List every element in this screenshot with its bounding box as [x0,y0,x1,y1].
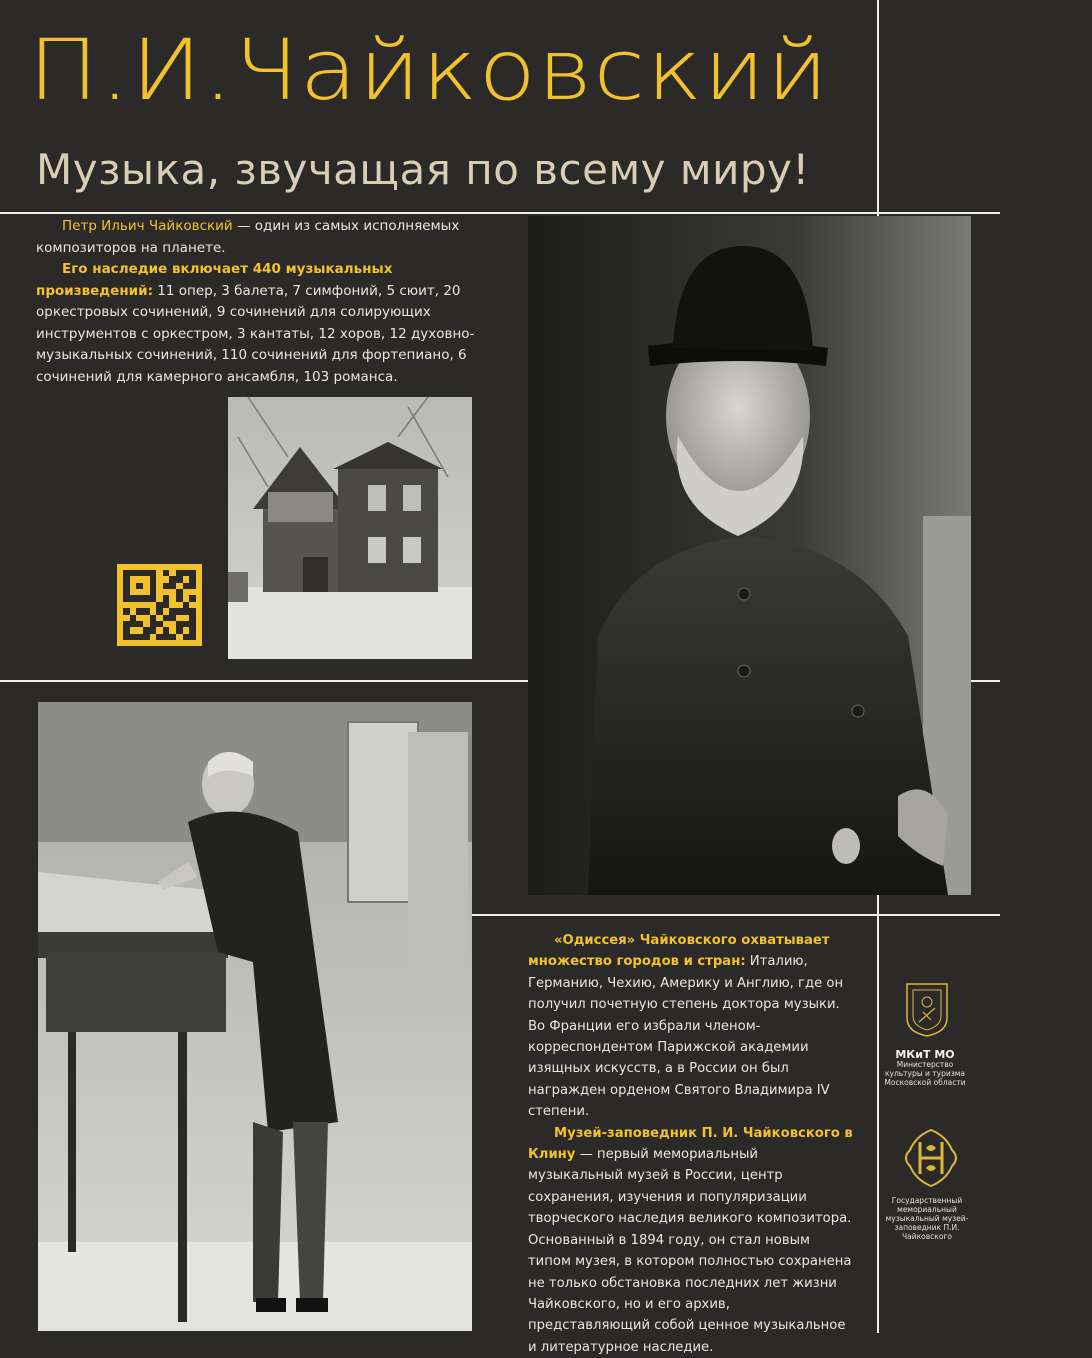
qr-module [183,634,190,640]
intro-text [36,216,476,388]
intro-p2-text: 11 опер, 3 балета, 7 симфоний, 5 сюит, 20 оркестровых сочинений, 9 сочинений для солирующих инструментов с оркестром, 3 кантаты, 12 хоров, 12 духовно-музыкальных сочинений, 110 сочинений для фортепиано, 6 сочинений для камерного ансамбля, 103 романса. [36,282,475,385]
museum-text: — первый мемориальный музыкальный музей в России, центр сохранения, изучения и популяризации творческого наследия великого композитора. Основанный в 1894 году, он стал новым типом музея, в котором полностью сохранена не только обстановка последних лет жизни Чайковского, но и его архив, представляющий собой ценное музыкальное и литературное наследие. [528,1147,852,1355]
horizontal-rule-top [0,212,1000,214]
qr-module [176,634,183,640]
odyssey-museum-text [528,930,854,1358]
qr-module [130,634,137,640]
qr-module [150,634,157,640]
odyssey-paragraph [528,930,854,1123]
qr-module [136,634,143,640]
qr-module [123,634,130,640]
ministry-coat-of-arms-icon [905,982,949,1038]
museum-name: Государственный мемориальный музыкальный музей-заповедник П.И. Чайковского [885,1196,969,1241]
horizontal-rule-lower [460,914,1000,916]
house-photo [228,397,472,659]
vertical-rule-bottom [877,895,879,1333]
intro-p1-text: — один из самых исполняемых композиторов на планете. [36,218,460,256]
qr-module [156,634,163,640]
odyssey-text: Италию, Германию, Чехию, Америку и Англию, где он получил почетную степень доктора музыки. Во Франции его избрали членом-корреспондентом Парижской академии изящных искусств, а в России он был награжден орденом Святого Владимира IV степени. [528,954,844,1120]
qr-module [189,634,196,640]
museum-monogram-icon [902,1128,960,1188]
intro-paragraph-1 [36,216,476,259]
qr-code[interactable] [117,564,202,646]
intro-paragraph-2 [36,259,476,388]
page-title: П.И.Чайковский [28,21,830,119]
portrait-photo [528,216,971,895]
ministry-abbreviation: МКиТ МО [895,1048,955,1061]
intro-name-highlight: Петр Ильич Чайковский [62,218,233,234]
odyssey-highlight: «Одиссея» Чайковского охватывает множество городов и стран: [528,933,830,970]
composer-at-desk-photo [38,702,472,1331]
intro-legacy-highlight: Его наследие включает 440 музыкальных произведений: [36,261,393,299]
qr-code-pattern [123,570,196,640]
qr-module [163,634,170,640]
page-subtitle: Музыка, звучащая по всему миру! [36,145,810,194]
qr-module [169,634,176,640]
ministry-name: Министерство культуры и туризма Московской области [884,1060,966,1087]
museum-highlight: Музей-заповедник П. И. Чайковского в Клину [528,1125,853,1163]
museum-paragraph [528,1123,854,1358]
qr-module [143,634,150,640]
